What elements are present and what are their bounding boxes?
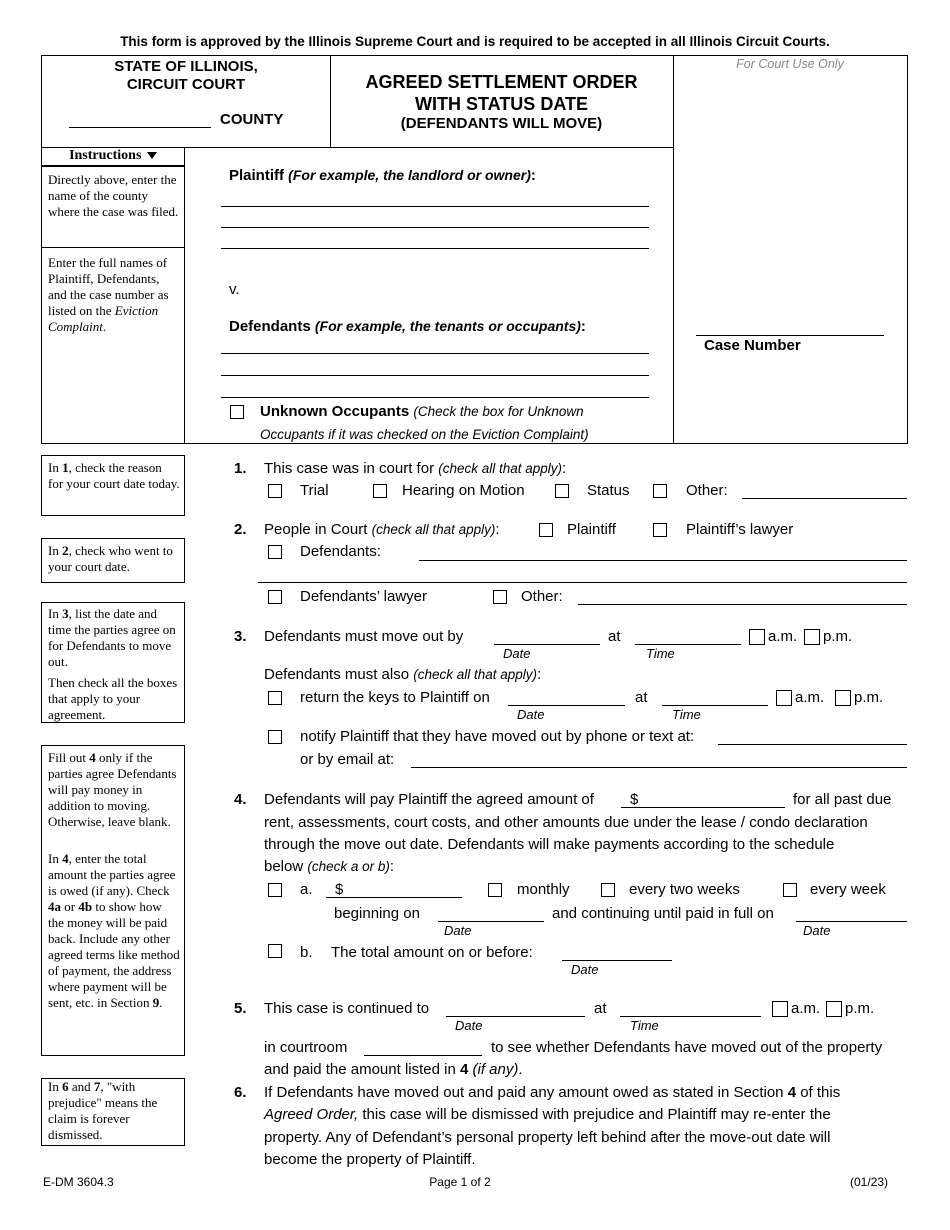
return-keys-checkbox[interactable] — [268, 691, 282, 705]
case-number-field[interactable] — [696, 335, 884, 336]
form-subtitle: (DEFENDANTS WILL MOVE) — [400, 115, 603, 132]
section-2-label: People in Court — [264, 521, 368, 538]
section-1-hint: (check all that apply) — [438, 461, 563, 476]
defendants-field[interactable] — [221, 375, 649, 376]
pm-checkbox[interactable] — [826, 1001, 842, 1017]
section-5-number: 5. — [234, 1000, 247, 1017]
date-label: Date — [444, 923, 472, 938]
section-6-ref: 4 — [787, 1084, 797, 1101]
section-6-line: become the property of Plaintiff. — [264, 1151, 476, 1168]
total-amount-label: The total amount on or before: — [331, 944, 533, 961]
instruction-text: Fill out 4 only if the parties agree Defendants will pay money in addition to moving. Otherwise, leave blank. — [48, 750, 177, 829]
section-4-hint: (check a or b) — [307, 859, 390, 874]
case-number-label: Case Number — [704, 337, 801, 354]
section-4-line: rent, assessments, court costs, and other amounts due under the lease / condo declaration — [264, 814, 868, 831]
page-number: Page 1 of 2 — [429, 1175, 491, 1189]
instruction-text: In 6 and 7, "with prejudice" means the claim is forever dismissed. — [48, 1079, 158, 1142]
form-title-2: WITH STATUS DATE — [415, 94, 588, 114]
form-id: E-DM 3604.3 — [43, 1175, 114, 1189]
defendants-present-checkbox[interactable] — [268, 545, 282, 559]
date-label: Date — [803, 923, 831, 938]
paid-amount-label: and paid the amount listed in 4 (if any). — [264, 1061, 523, 1078]
option-b-checkbox[interactable] — [268, 944, 282, 958]
paid-amount-section: 4 — [459, 1061, 469, 1078]
time-label: Time — [646, 646, 675, 661]
trial-checkbox[interactable] — [268, 484, 282, 498]
instruction-text: In 1, check the reason for your court date today. — [48, 460, 180, 491]
notify-checkbox[interactable] — [268, 730, 282, 744]
section-4-line: through the move out date. Defendants will make payments according to the schedule — [264, 836, 835, 853]
section-6-line — [264, 1106, 831, 1123]
instruction-text: Enter the full names of Plaintiff, Defendants, and the case number as listed on the Eviction Complaint. — [48, 255, 169, 334]
continuing-label: and continuing until paid in full on — [552, 905, 774, 922]
court-state: STATE OF ILLINOIS, — [114, 58, 258, 75]
pm-label: p.m. — [845, 1000, 875, 1017]
defendants-present-field[interactable] — [419, 560, 907, 561]
section-2-number: 2. — [234, 521, 247, 538]
divider — [673, 55, 674, 444]
plaintiff-lawyer-label: Plaintiff’s lawyer — [686, 521, 794, 538]
triangle-down-icon — [147, 152, 157, 159]
section-6-line: property. Any of Defendant’s personal property left behind after the move-out date will — [264, 1129, 831, 1146]
move-out-date-field[interactable] — [494, 644, 600, 645]
must-also-label: Defendants must also (check all that apply): — [264, 666, 542, 683]
plaintiff-present-label: Plaintiff — [567, 521, 616, 538]
status-label: Status — [587, 482, 630, 499]
unknown-occupants-label — [260, 403, 584, 420]
plaintiff-field[interactable] — [221, 227, 649, 228]
am-checkbox[interactable] — [776, 690, 792, 706]
court-use-label: For Court Use Only — [736, 57, 844, 71]
court-name: CIRCUIT COURT — [126, 76, 246, 93]
other-checkbox[interactable] — [653, 484, 667, 498]
beginning-date-field[interactable] — [438, 921, 544, 922]
instruction-text: Then check all the boxes that apply to your agreement. — [48, 675, 178, 722]
hearing-checkbox[interactable] — [373, 484, 387, 498]
continued-time-field[interactable] — [620, 1016, 761, 1017]
two-weeks-label: every two weeks — [629, 881, 740, 898]
form-title: AGREED SETTLEMENT ORDER — [365, 72, 638, 92]
courtroom-field[interactable] — [364, 1055, 482, 1056]
plaintiff-present-checkbox[interactable] — [539, 523, 553, 537]
paid-amount-hint: (if any) — [472, 1061, 519, 1078]
every-week-label: every week — [810, 881, 886, 898]
section-6-number: 6. — [234, 1084, 247, 1101]
other-field[interactable] — [742, 498, 907, 499]
paid-amount-text: and paid the amount listed in — [264, 1061, 456, 1078]
am-label: a.m. — [791, 1000, 821, 1017]
plaintiff-field[interactable] — [221, 206, 649, 207]
defendants-field[interactable] — [221, 397, 649, 398]
notify-label: notify Plaintiff that they have moved out by phone or text at: — [300, 728, 695, 745]
move-out-time-field[interactable] — [635, 644, 741, 645]
time-label: Time — [630, 1018, 659, 1033]
must-also-hint: (check all that apply) — [413, 667, 538, 682]
section-2-text: People in Court (check all that apply): — [264, 521, 500, 538]
section-6-line — [264, 1084, 840, 1101]
instruction-text: Directly above, enter the name of the county where the case was filed. — [48, 172, 179, 219]
section-4-number: 4. — [234, 791, 247, 808]
approval-notice: This form is approved by the Illinois Supreme Court and is required to be accepted in all Illinois Circuit Courts. — [120, 34, 830, 49]
section-1-text: This case was in court for (check all that apply): — [264, 460, 567, 477]
section-6-text: this case will be dismissed with prejudice and Plaintiff may re-enter the — [362, 1106, 831, 1123]
phone-field[interactable] — [718, 744, 907, 745]
pm-checkbox[interactable] — [835, 690, 851, 706]
defendants-hint: (For example, the tenants or occupants) — [314, 318, 581, 334]
defendants-field[interactable] — [221, 353, 649, 354]
am-label: a.m. — [795, 689, 825, 706]
am-checkbox[interactable] — [749, 629, 765, 645]
keys-time-field[interactable] — [662, 705, 768, 706]
move-out-label: Defendants must move out by — [264, 628, 464, 645]
total-date-field[interactable] — [562, 960, 672, 961]
agreed-amount-field[interactable] — [621, 807, 785, 808]
return-keys-label: return the keys to Plaintiff on — [300, 689, 490, 706]
agreed-order-italic: Agreed Order, — [264, 1106, 359, 1123]
courtroom-label: in courtroom — [264, 1039, 348, 1056]
section-4-line-end: for all past due — [793, 791, 892, 808]
instruction-text-part: Enter the full names of Plaintiff, Defendants, and the case number as listed on the — [48, 255, 169, 318]
section-1-number: 1. — [234, 460, 247, 477]
am-checkbox[interactable] — [772, 1001, 788, 1017]
section-1-label: This case was in court for — [264, 460, 435, 477]
section-4-below: below — [264, 858, 304, 875]
plaintiff-hint: (For example, the landlord or owner) — [288, 167, 531, 183]
option-a-checkbox[interactable] — [268, 883, 282, 897]
unknown-occupants-hint: (Check the box for Unknown — [413, 404, 584, 419]
section-2-hint: (check all that apply) — [371, 522, 496, 537]
monthly-checkbox[interactable] — [488, 883, 502, 897]
option-a-label: a. — [300, 881, 313, 898]
section-4-line: below (check a or b): — [264, 858, 395, 875]
pm-label: p.m. — [823, 628, 853, 645]
pm-label: p.m. — [854, 689, 884, 706]
unknown-occupants-checkbox[interactable] — [230, 405, 244, 419]
plaintiff-lawyer-checkbox[interactable] — [653, 523, 667, 537]
other-label: Other: — [686, 482, 728, 499]
plaintiff-label: Plaintiff (For example, the landlord or owner): — [229, 167, 536, 184]
form-version: (01/23) — [850, 1175, 889, 1189]
must-also-text: Defendants must also — [264, 666, 410, 683]
keys-date-field[interactable] — [508, 705, 625, 706]
county-field[interactable] — [69, 127, 211, 128]
instruction-text: In 3, list the date and time the parties agree on for Defendants to move out. — [48, 606, 176, 669]
at-label: at — [594, 1000, 607, 1017]
dollar-sign: $ — [630, 791, 639, 808]
at-label: at — [635, 689, 648, 706]
section-6-text: If Defendants have moved out and paid any amount owed as stated in Section — [264, 1084, 784, 1101]
date-label: Date — [571, 962, 599, 977]
at-label: at — [608, 628, 621, 645]
date-label: Date — [455, 1018, 483, 1033]
defendants-label: Defendants (For example, the tenants or occupants): — [229, 318, 586, 335]
other-present-checkbox[interactable] — [493, 590, 507, 604]
whether-label: to see whether Defendants have moved out of the property — [491, 1039, 883, 1056]
time-label: Time — [672, 707, 701, 722]
email-field[interactable] — [411, 767, 907, 768]
other-present-field[interactable] — [578, 604, 907, 605]
instruction-text: In 4, enter the total amount the parties agree is owed (if any). Check 4a or 4b to show how the money will be paid back. Include any other agreed terms like method of payment, the address where payment will be sent, etc. in Section 9. — [48, 851, 180, 1010]
installment-amount-field[interactable] — [326, 897, 462, 898]
trial-label: Trial — [300, 482, 329, 499]
date-label: Date — [517, 707, 545, 722]
section-3-number: 3. — [234, 628, 247, 645]
section-4-line: Defendants will pay Plaintiff the agreed amount of — [264, 791, 594, 808]
defendants-lawyer-label: Defendants’ lawyer — [300, 588, 428, 605]
defendants-present-label: Defendants: — [300, 543, 381, 560]
hearing-label: Hearing on Motion — [402, 482, 525, 499]
versus: v. — [229, 281, 240, 298]
dollar-sign: $ — [335, 881, 344, 898]
pm-checkbox[interactable] — [804, 629, 820, 645]
monthly-label: monthly — [517, 881, 570, 898]
plaintiff-label-text: Plaintiff — [229, 167, 284, 184]
status-checkbox[interactable] — [555, 484, 569, 498]
email-label: or by email at: — [300, 751, 395, 768]
unknown-occupants-hint-2: Occupants if it was checked on the Eviction Complaint) — [260, 427, 589, 442]
county-label: COUNTY — [220, 111, 284, 128]
paid-in-full-date-field[interactable] — [796, 921, 907, 922]
plaintiff-field[interactable] — [221, 248, 649, 249]
instructions-label: Instructions — [69, 148, 142, 163]
section-6-text-end: of this — [800, 1084, 841, 1101]
option-b-label: b. — [300, 944, 313, 961]
defendants-present-field[interactable] — [258, 582, 907, 583]
unknown-occupants-text: Unknown Occupants — [260, 403, 410, 420]
beginning-label: beginning on — [334, 905, 420, 922]
continued-date-field[interactable] — [446, 1016, 585, 1017]
every-week-checkbox[interactable] — [783, 883, 797, 897]
continued-label: This case is continued to — [264, 1000, 430, 1017]
two-weeks-checkbox[interactable] — [601, 883, 615, 897]
instructions-title — [41, 148, 185, 164]
defendants-lawyer-checkbox[interactable] — [268, 590, 282, 604]
instruction-text-italic: Eviction Complaint — [48, 303, 159, 334]
am-label: a.m. — [768, 628, 798, 645]
date-label: Date — [503, 646, 531, 661]
defendants-label-text: Defendants — [229, 318, 311, 335]
other-present-label: Other: — [521, 588, 563, 605]
instruction-text: In 2, check who went to your court date. — [48, 543, 173, 574]
